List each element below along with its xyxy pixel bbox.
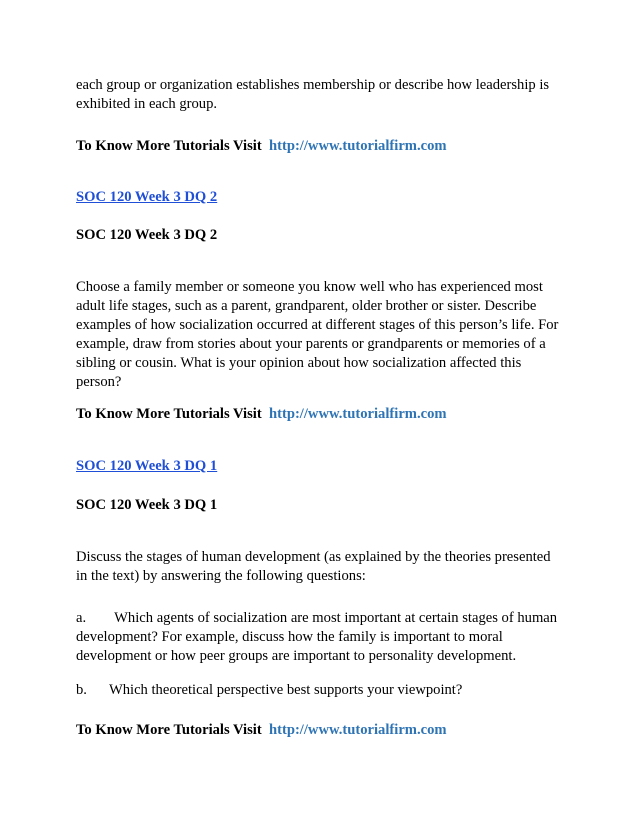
dq1-heading: SOC 120 Week 3 DQ 1 [76, 497, 218, 513]
dq1-intro-line-1: Discuss the stages of human development (as explained by the theories presented [76, 549, 551, 565]
dq1-title-link[interactable]: SOC 120 Week 3 DQ 1 [76, 458, 218, 474]
dq2-body-line-4: example, draw from stories about your parents or grandparents or memories of a [76, 336, 546, 352]
promo-prefix: To Know More Tutorials Visit [76, 138, 262, 154]
promo-line-1 [76, 137, 447, 155]
dq1-item-a-line-1 [76, 609, 557, 627]
promo-line-2 [76, 405, 447, 423]
dq2-body-line-6: person? [76, 374, 122, 390]
promo-line-3 [76, 721, 447, 739]
promo-prefix: To Know More Tutorials Visit [76, 722, 262, 738]
promo-prefix: To Know More Tutorials Visit [76, 406, 262, 422]
item-a-marker: a. [76, 610, 87, 626]
dq1-title-link-row [76, 457, 217, 475]
promo-url-link[interactable]: http://www.tutorialfirm.com [269, 138, 447, 154]
dq2-body-line-1: Choose a family member or someone you know well who has experienced most [76, 279, 543, 295]
dq1-intro-line-2: in the text) by answering the following questions: [76, 568, 366, 584]
dq2-body-line-5: sibling or cousin. What is your opinion about how socialization affected this [76, 355, 522, 371]
dq1-item-a-line-3: development or how peer groups are important to personality development. [76, 648, 517, 664]
dq2-title-link-row [76, 188, 217, 206]
item-b-text: Which theoretical perspective best supports your viewpoint? [108, 682, 463, 698]
promo-url-link[interactable]: http://www.tutorialfirm.com [269, 406, 447, 422]
dq1-item-b [76, 681, 462, 699]
dq2-heading: SOC 120 Week 3 DQ 2 [76, 227, 218, 243]
dq1-item-a-line-2: development? For example, discuss how the family is important to moral [76, 629, 503, 645]
item-a-text-1: Which agents of socialization are most important at certain stages of human [114, 610, 558, 626]
intro-line-2: exhibited in each group. [76, 96, 218, 112]
dq2-body-line-2: adult life stages, such as a parent, grandparent, older brother or sister. Describe [76, 298, 537, 314]
dq2-title-link[interactable]: SOC 120 Week 3 DQ 2 [76, 189, 218, 205]
item-b-marker: b. [76, 682, 87, 698]
dq2-body-line-3: examples of how socialization occurred at different stages of this person’s life. For [76, 317, 559, 333]
intro-line-1: each group or organization establishes membership or describe how leadership is [76, 77, 550, 93]
promo-url-link[interactable]: http://www.tutorialfirm.com [269, 722, 447, 738]
